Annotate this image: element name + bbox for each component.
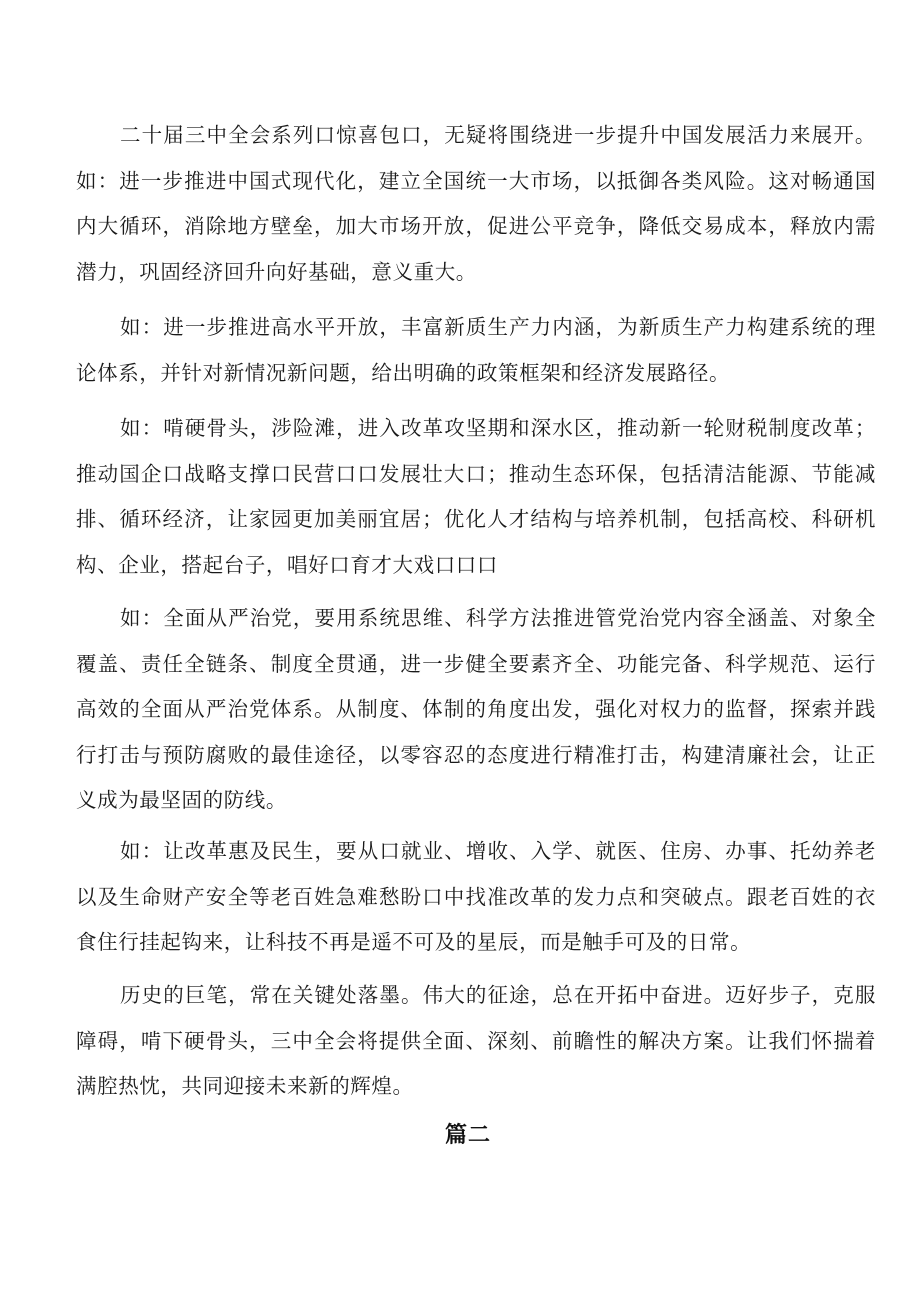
section-title: 篇二: [444, 1123, 491, 1148]
paragraph-6: 历史的巨笔，常在关键处落墨。伟大的征途，总在开拓中奋进。迈好步子，克服障碍，啃下硬骨头，三中全会将提供全面、深刻、前瞻性的解决方案。让我们怀揣着满腔热忱，共同迎接未来新的辉煌。: [76, 983, 876, 1098]
paragraph-5: 如：让改革惠及民生，要从口就业、增收、入学、就医、住房、办事、托幼养老以及生命财产安全等老百姓急难愁盼口中找准改革的发力点和突破点。跟老百姓的衣食住行挂起钩来，让科技不再是遥不可及的星辰，而是触手可及的日常。: [76, 839, 876, 954]
paragraph-4: 如：全面从严治党，要用系统思维、科学方法推进管党治党内容全涵盖、对象全覆盖、责任全链条、制度全贯通，进一步健全要素齐全、功能完备、科学规范、运行高效的全面从严治党体系。从制度、体制的角度出发，强化对权力的监督，探索并践行打击与预防腐败的最佳途径，以零容忍的态度进行精准打击，构建清廉社会，让正义成为最坚固的防线。: [76, 606, 876, 812]
paragraph-1: 二十届三中全会系列口惊喜包口，无疑将围绕进一步提升中国发展活力来展开。如：进一步推进中国式现代化，建立全国统一大市场，以抵御各类风险。这对畅通国内大循环，消除地方壁垒，加大市场开放，促进公平竞争，降低交易成本，释放内需潜力，巩固经济回升向好基础，意义重大。: [76, 123, 876, 284]
paragraph-2: 如：进一步推进高水平开放，丰富新质生产力内涵，为新质生产力构建系统的理论体系，并针对新情况新问题，给出明确的政策框架和经济发展路径。: [76, 315, 876, 385]
paragraph-3: 如：啃硬骨头，涉险滩，进入改革攻坚期和深水区，推动新一轮财税制度改革；推动国企口战略支撑口民营口口发展壮大口；推动生态环保，包括清洁能源、节能减排、循环经济，让家园更加美丽宜居；优化人才结构与培养机制，包括高校、科研机构、企业，搭起台子，唱好口育才大戏口口口: [76, 416, 876, 577]
